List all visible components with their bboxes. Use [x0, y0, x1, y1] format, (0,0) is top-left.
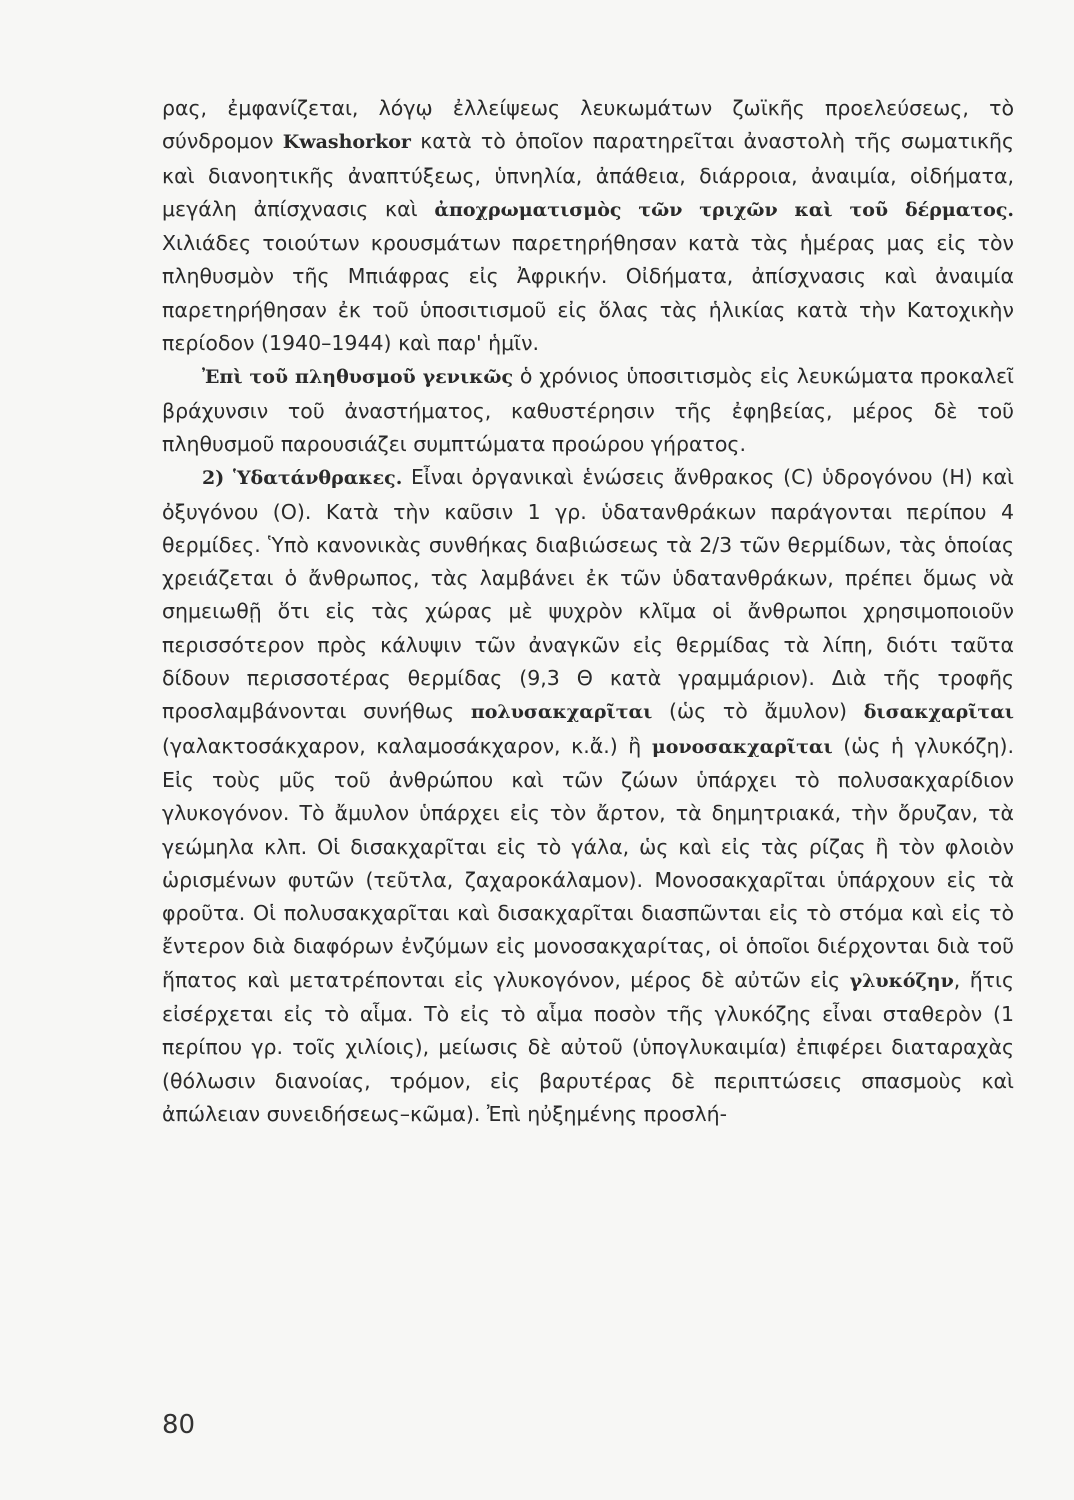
bold-term: Ἐπὶ τοῦ πληθυσμοῦ γενικῶς	[202, 366, 514, 389]
bold-term: ἀποχρωματισμὸς τῶν τριχῶν καὶ τοῦ δέρματος.	[434, 198, 1015, 221]
bold-term: 2) Ὑδατάνθρακες.	[202, 467, 403, 490]
paragraph	[162, 92, 1014, 360]
text-run: ὁ χρόνιος ὑποσιτισμὸς εἰς λευκώματα προκαλεῖ βράχυνσιν τοῦ ἀναστήματος, καθυστέρησιν τῆς ἐφηβείας, μέρος δὲ τοῦ πληθυσμοῦ παρουσιάζει συμπτώματα προώρου γήρατος.	[162, 364, 1014, 456]
bold-term: μονοσακχαρῖται	[651, 735, 833, 758]
text-run: (γαλακτοσάκχαρον, καλαμοσάκχαρον, κ.ἄ.) ἢ	[162, 733, 652, 758]
text-run: ρας, ἐμφανίζεται, λόγῳ ἐλλείψεως λευκωμάτων ζωϊκῆς προελεύσεως, τὸ σύνδρομον	[162, 96, 1014, 154]
body-text	[162, 92, 1014, 1131]
bold-term: πολυσακχαρῖται	[470, 701, 653, 724]
bold-term: γλυκόζην	[849, 969, 954, 992]
page-number: 80	[162, 1410, 196, 1440]
text-run: Εἶναι ὀργανικαὶ ἑνώσεις ἄνθρακος (C) ὑδρογόνου (H) καὶ ὀξυγόνου (O). Κατὰ τὴν καῦσιν 1 γρ. ὑδατανθράκων παράγονται περίπου 4 θερμίδες. Ὑπὸ κανονικὰς συνθήκας διαβιώσεως τὰ 2/3 τῶν θερμίδων, τὰς ὁποίας χρειάζεται ὁ ἄνθρωπος, τὰς λαμβάνει ἐκ τῶν ὑδατανθράκων, πρέπει ὅμως νὰ σημειωθῇ ὅτι εἰς τὰς χώρας μὲ ψυχρὸν κλῖμα οἱ ἄνθρωποι χρησιμοποιοῦν περισσότερον πρὸς κάλυψιν τῶν ἀναγκῶν εἰς θερμίδας τὰ λίπη, διότι ταῦτα δίδουν περισσοτέρας θερμίδας (9,3 Θ κατὰ γραμμάριον). Διὰ τῆς τροφῆς προσλαμβάνονται συνήθως	[162, 465, 1014, 724]
paragraph	[162, 461, 1014, 1131]
bold-term: Kwashorkor	[282, 131, 411, 154]
text-run: κατὰ τὸ ὁποῖον παρατηρεῖται ἀναστολὴ τῆς σωματικῆς καὶ διανοητικῆς ἀναπτύξεως, ὑπνηλία, ἀπάθεια, διάρροια, ἀναιμία, οἰδήματα, μεγάλη ἀπίσχνασις καὶ	[162, 129, 1014, 221]
text-run: (ὡς ἡ γλυκόζη). Εἰς τοὺς μῦς τοῦ ἀνθρώπου καὶ τῶν ζώων ὑπάρχει τὸ πολυσακχαρίδιον γλυκογόνον. Τὸ ἄμυλον ὑπάρχει εἰς τὸν ἄρτον, τὰ δημητριακά, τὴν ὄρυζαν, τὰ γεώμηλα κλπ. Οἱ δισακχαρῖται εἰς τὸ γάλα, ὡς καὶ εἰς τὰς ρίζας ἢ τὸν φλοιὸν ὡρισμένων φυτῶν (τεῦτλα, ζαχαροκάλαμον). Μονοσακχαρῖται ὑπάρχουν εἰς τὰ φροῦτα. Οἱ πολυσακχαρῖται καὶ δισακχαρῖται διασπῶνται εἰς τὸ στόμα καὶ εἰς τὸ ἔντερον διὰ διαφόρων ἐνζύμων εἰς μονοσακχαρίτας, οἱ ὁποῖοι διέρχονται διὰ τοῦ ἥπατος καὶ μετατρέπονται εἰς γλυκογόνον, μέρος δὲ αὐτῶν εἰς	[162, 733, 1014, 992]
text-run: , ἥτις εἰσέρχεται εἰς τὸ αἷμα. Τὸ εἰς τὸ αἷμα ποσὸν τῆς γλυκόζης εἶναι σταθερὸν (1 περίπου γρ. τοῖς χιλίοις), μείωσις δὲ αὐτοῦ (ὑπογλυκαιμία) ἐπιφέρει διαταραχὰς (θόλωσιν διανοίας, τρόμον, εἰς βαρυτέρας δὲ περιπτώσεις σπασμοὺς καὶ ἀπώλειαν συνειδήσεως–κῶμα). Ἐπὶ ηὐξημένης προσλή-	[162, 967, 1014, 1126]
text-run: Χιλιάδες τοιούτων κρουσμάτων παρετηρήθησαν κατὰ τὰς ἡμέρας μας εἰς τὸν πληθυσμὸν τῆς Μπιάφρας εἰς Ἀφρικήν. Οἰδήματα, ἀπίσχνασις καὶ ἀναιμία παρετηρήθησαν ἐκ τοῦ ὑποσιτισμοῦ εἰς ὅλας τὰς ἡλικίας κατὰ τὴν Κατοχικὴν περίοδον (1940–1944) καὶ παρ' ἡμῖν.	[162, 231, 1014, 356]
text-run: (ὡς τὸ ἄμυλον)	[652, 699, 864, 724]
bold-term: δισακχαρῖται	[863, 701, 1015, 724]
paragraph	[162, 360, 1014, 461]
